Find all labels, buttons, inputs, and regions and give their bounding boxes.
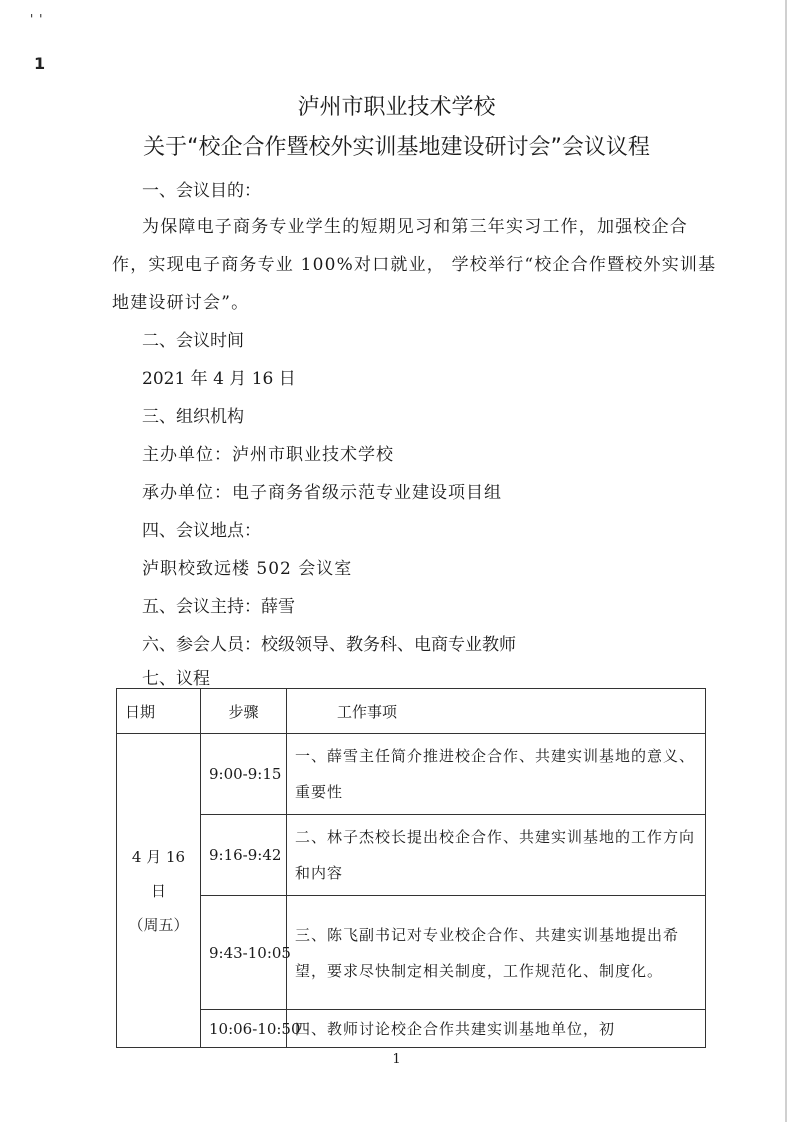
row-item: 一、薛雪主任简介推进校企合作、共建实训基地的意义、重要性 [287,734,706,815]
table-header-row [117,689,706,734]
meeting-chair: 薛雪 [261,597,295,617]
attendees-line [142,630,516,655]
row-item: 四、教师讨论校企合作共建实训基地单位，初 [287,1010,706,1048]
agenda-date: 4 月 16 日 [131,847,186,900]
header-step: 步骤 [201,689,287,734]
host-unit: 主办单位：泸州市职业技术学校 [142,445,394,465]
agenda-date-cell [117,734,201,1048]
chair-line [142,592,295,617]
document-title-subject: 关于“校企合作暨校外实训基地建设研讨会”会议议程 [143,135,650,160]
page-number: 1 [392,1052,401,1067]
row-time: 9:16-9:42 [201,815,287,896]
organizer-unit: 承办单位：电子商务省级示范专业建设项目组 [142,483,502,503]
section-heading-time: 二、会议时间 [142,331,244,351]
purpose-line-2: 作，实现电子商务专业 100%对口就业， 学校举行“校企合作暨校外实训基 [112,255,717,275]
row-time: 10:06-10:50 [201,1010,287,1048]
table-row [117,1010,706,1048]
section-heading-chair: 五、会议主持： [142,597,261,617]
purpose-line-1: 为保障电子商务专业学生的短期见习和第三年实习工作，加强校企合 [142,217,688,237]
section-heading-venue: 四、会议地点： [142,521,261,541]
table-row [117,815,706,896]
document-title-school: 泸州市职业技术学校 [297,95,496,120]
scan-edge [785,0,787,1122]
table-row [117,734,706,815]
meeting-date: 2021 年 4 月 16 日 [142,369,296,389]
meeting-attendees: 校级领导、教务科、电商专业教师 [261,635,516,655]
header-date: 日期 [117,689,201,734]
scan-mark-number: 1 [34,54,46,73]
agenda-table [116,688,706,1048]
purpose-line-3: 地建设研讨会”。 [112,293,250,313]
agenda-weekday: （周五） [128,915,189,934]
row-time: 9:43-10:05 [201,896,287,1010]
section-heading-attendees: 六、参会人员： [142,635,261,655]
table-row [117,896,706,1010]
meeting-venue: 泸职校致远楼 502 会议室 [142,559,353,579]
row-time: 9:00-9:15 [201,734,287,815]
scan-mark-top: ' ' [30,12,44,26]
header-item: 工作事项 [287,689,706,734]
section-heading-org: 三、组织机构 [142,407,244,427]
section-heading-purpose: 一、会议目的： [142,181,261,201]
section-heading-agenda: 七、议程 [142,669,210,689]
row-item: 二、林子杰校长提出校企合作、共建实训基地的工作方向和内容 [287,815,706,896]
row-item: 三、陈飞副书记对专业校企合作、共建实训基地提出希望，要求尽快制定相关制度，工作规范化、制度化。 [287,896,706,1010]
